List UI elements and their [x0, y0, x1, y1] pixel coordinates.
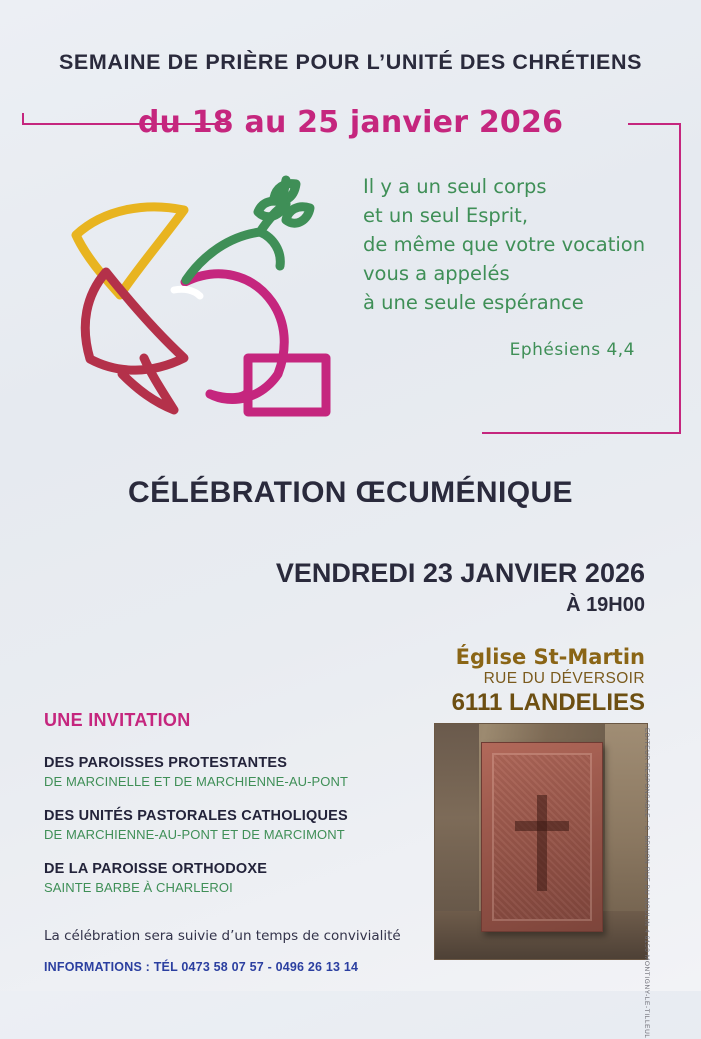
scripture-line: et un seul Esprit, [363, 204, 529, 227]
stone-cross-slab [481, 742, 603, 932]
invitation-group-sub: DE MARCHIENNE-AU-PONT ET DE MARCIMONT [44, 827, 345, 842]
scripture-line: de même que votre vocation [363, 233, 646, 256]
invitation-group-sub: DE MARCINELLE ET DE MARCHIENNE-AU-PONT [44, 774, 349, 789]
celebration-heading: CÉLÉBRATION ŒCUMÉNIQUE [128, 476, 573, 509]
scripture-quote [363, 172, 663, 317]
editor-credit: EDITEUR RESPONSABLE : C. BRINON RUE DU MOULIN 4 6150 MONTIGNY-LE-TILLEUL [643, 728, 650, 1039]
invitation-title: UNE INVITATION [44, 710, 191, 730]
invitation-group [44, 755, 424, 789]
invitation-group [44, 861, 424, 895]
scripture-reference: Ephésiens 4,4 [509, 340, 635, 360]
khachkar-stone-cross-photo [434, 723, 650, 1039]
event-date: VENDREDI 23 JANVIER 2026 [275, 558, 645, 588]
invitation-group-sub: SAINTE BARBE À CHARLEROI [44, 880, 233, 895]
rule-mid-decoration [482, 432, 681, 434]
venue-street: RUE DU DÉVERSOIR [483, 670, 645, 687]
bracket-right-decoration [679, 123, 681, 433]
week-dates: du 18 au 25 janvier 2026 [137, 105, 564, 140]
event-time: À 19H00 [566, 594, 645, 616]
dove-with-olive-branch-icon [34, 162, 344, 427]
information-contact: INFORMATIONS : TÉL 0473 58 07 57 - 0496 26 13 14 [44, 960, 359, 974]
date-band [0, 105, 701, 145]
invitation-group-head: DES UNITÉS PASTORALES CATHOLIQUES [44, 808, 348, 824]
conviviality-note: La célébration sera suivie d’un temps de convivialité [44, 928, 401, 944]
carved-cross-icon [515, 795, 569, 891]
invitation-group-head: DES PAROISSES PROTESTANTES [44, 755, 288, 771]
scripture-line: vous a appelés [363, 262, 510, 285]
venue-city: 6111 LANDELIES [451, 689, 645, 716]
scripture-line: Il y a un seul corps [363, 175, 547, 198]
scripture-line: à une seule espérance [363, 291, 584, 314]
venue-church-name: Église St-Martin [455, 645, 645, 669]
invitation-group [44, 808, 424, 842]
venue-block [400, 645, 645, 717]
page-title: SEMAINE DE PRIÈRE POUR L’UNITÉ DES CHRÉTIENS [58, 50, 643, 74]
invitation-group-head: DE LA PAROISSE ORTHODOXE [44, 861, 268, 877]
